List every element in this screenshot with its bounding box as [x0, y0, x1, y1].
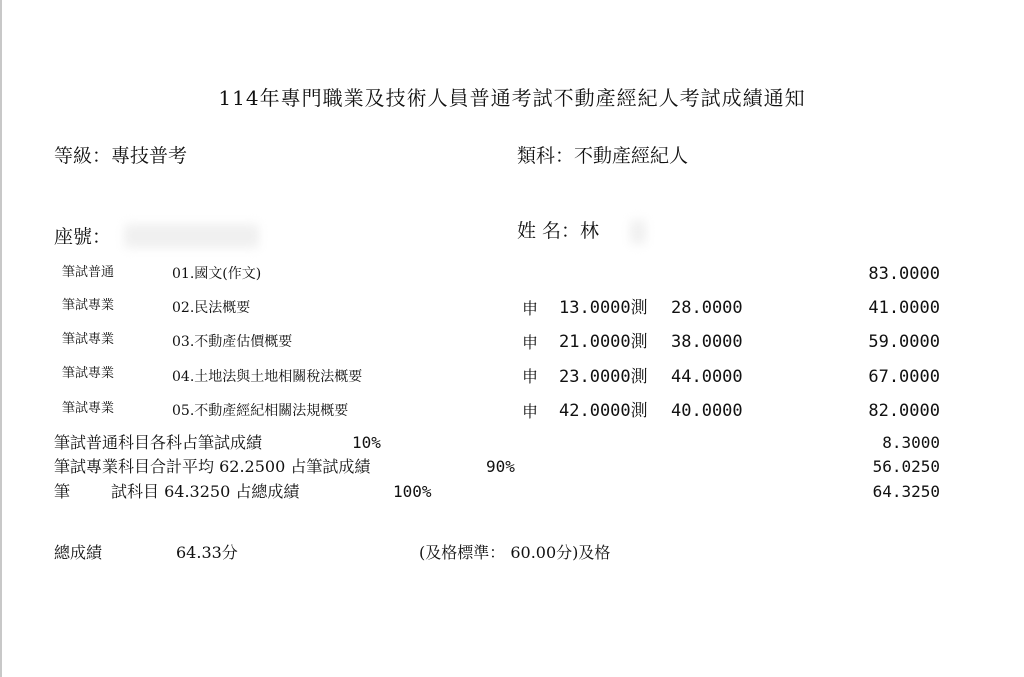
summary-written-percent: 100%: [393, 482, 432, 501]
name-label: 姓 名：林: [517, 220, 600, 242]
row-category: 筆試專業: [62, 366, 115, 381]
row-mark: 申: [522, 367, 539, 386]
total-score-label: 總成績: [54, 543, 103, 562]
row-category: 筆試普通: [62, 265, 115, 280]
summary-written-score: 64.3250: [872, 482, 940, 501]
row-score-a: 13.0000測: [559, 298, 648, 318]
row-score-a: 21.0000測: [559, 332, 648, 352]
row-subject: 05.不動產經紀相關法規概要: [172, 403, 349, 419]
passing-standard: (及格標準： 60.00分)及格: [419, 543, 611, 562]
row-score: 67.0000: [868, 367, 940, 387]
row-score-a: 23.0000測: [559, 367, 648, 387]
total-score-value: 64.33分: [176, 543, 238, 562]
row-subject: 02.民法概要: [172, 300, 251, 316]
row-category: 筆試專業: [62, 298, 115, 313]
summary-written-label-a: 筆: [54, 482, 71, 501]
category-label: 類科：不動產經紀人: [517, 145, 689, 167]
row-subject: 04.土地法與土地相關稅法概要: [172, 369, 363, 385]
row-score-b: 38.0000: [671, 332, 743, 352]
summary-professional-percent: 90%: [486, 457, 515, 476]
row-category: 筆試專業: [62, 401, 115, 416]
row-score: 41.0000: [868, 298, 940, 318]
row-category: 筆試專業: [62, 332, 115, 347]
summary-general-percent: 10%: [352, 433, 381, 452]
summary-professional-score: 56.0250: [872, 457, 940, 476]
summary-professional-label: 筆試專業科目合計平均 62.2500 占筆試成績: [54, 457, 371, 476]
row-mark: 申: [522, 333, 539, 352]
row-score: 83.0000: [868, 264, 940, 284]
seat-label: 座號：: [54, 226, 112, 248]
row-mark: 申: [522, 402, 539, 421]
redacted-name: [630, 220, 646, 244]
row-score-b: 40.0000: [671, 401, 743, 421]
redacted-seat-number: [124, 224, 259, 248]
row-score-a: 42.0000測: [559, 401, 648, 421]
summary-general-score: 8.3000: [882, 433, 940, 452]
row-score: 82.0000: [868, 401, 940, 421]
row-score-b: 28.0000: [671, 298, 743, 318]
row-subject: 01.國文(作文): [172, 266, 262, 282]
row-score: 59.0000: [868, 332, 940, 352]
notice-title: 114年專門職業及技術人員普通考試不動產經紀人考試成績通知: [218, 86, 806, 110]
row-score-b: 44.0000: [671, 367, 743, 387]
row-subject: 03.不動產估價概要: [172, 334, 293, 350]
summary-written-label-b: 試科目 64.3250 占總成績: [111, 482, 300, 501]
summary-general-label: 筆試普通科目各科占筆試成績: [54, 433, 263, 452]
level-label: 等級：專技普考: [54, 145, 188, 167]
row-mark: 申: [522, 299, 539, 318]
